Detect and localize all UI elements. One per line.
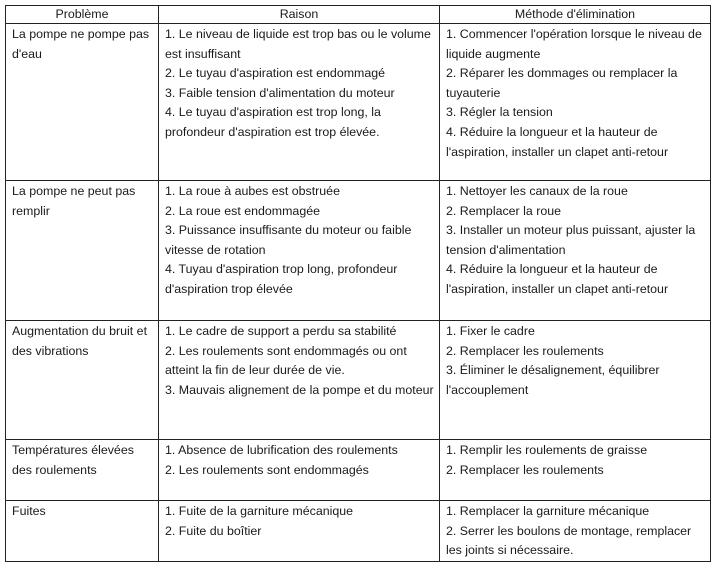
reason-item: 4. Le tuyau d'aspiration est trop long, la profondeur d'aspiration est trop élevée.	[165, 105, 381, 139]
problem-cell: La pompe ne pompe pas d'eau	[6, 24, 159, 181]
method-item: 3. Éliminer le désalignement, équilibrer l'accouplement	[446, 363, 660, 397]
method-cell	[440, 181, 711, 321]
reason-item: 2. Les roulements sont endommagés	[165, 462, 369, 477]
reason-item: 2. Les roulements sont endommagés ou ont atteint la fin de leur durée de vie.	[165, 343, 407, 378]
method-item: 2. Serrer les boulons de montage, remplacer les joints si nécessaire.	[446, 523, 692, 558]
problem-cell: Températures élevées des roulements	[6, 440, 159, 501]
method-item: 4. Réduire la longueur et la hauteur de l'aspiration, installer un clapet anti-retour	[446, 124, 669, 159]
reason-item: 4. Tuyau d'aspiration trop long, profondeur d'aspiration trop élevée	[165, 262, 398, 296]
method-item: 1. Remplacer la garniture mécanique	[446, 504, 650, 518]
method-item: 1. Commencer l'opération lorsque le niveau de liquide augmente	[446, 27, 702, 61]
reason-cell	[159, 440, 440, 501]
reason-cell	[159, 24, 440, 181]
troubleshooting-table	[5, 5, 711, 562]
table-row	[6, 501, 711, 562]
method-item: 2. Remplacer la roue	[446, 203, 562, 218]
problem-cell: Fuites	[6, 501, 159, 562]
method-item: 1. Fixer le cadre	[446, 324, 535, 338]
table-row	[6, 181, 711, 321]
header-method: Méthode d'élimination	[440, 6, 711, 24]
method-item: 2. Remplacer les roulements	[446, 462, 604, 477]
method-item: 4. Réduire la longueur et la hauteur de l'aspiration, installer un clapet anti-retour	[446, 262, 669, 296]
method-cell	[440, 321, 711, 440]
method-item: 3. Régler la tension	[446, 105, 553, 120]
reason-item: 1. Absence de lubrification des roulements	[165, 443, 398, 457]
method-item: 1. Remplir les roulements de graisse	[446, 443, 648, 457]
table-row	[6, 24, 711, 181]
method-item: 3. Installer un moteur plus puissant, ajuster la tension d'alimentation	[446, 223, 696, 257]
reason-item: 2. Le tuyau d'aspiration est endommagé	[165, 66, 386, 81]
method-item: 1. Nettoyer les canaux de la roue	[446, 184, 628, 198]
problem-cell: Augmentation du bruit et des vibrations	[6, 321, 159, 440]
reason-item: 1. Le niveau de liquide est trop bas ou le volume est insuffisant	[165, 27, 431, 61]
header-reason: Raison	[159, 6, 440, 24]
reason-item: 3. Mauvais alignement de la pompe et du moteur	[165, 382, 434, 397]
method-cell	[440, 440, 711, 501]
reason-cell	[159, 181, 440, 321]
problem-cell: La pompe ne peut pas remplir	[6, 181, 159, 321]
header-problem: Problème	[6, 6, 159, 24]
reason-item: 3. Faible tension d'alimentation du moteur	[165, 85, 395, 100]
header-row	[6, 6, 711, 24]
reason-item: 1. Fuite de la garniture mécanique	[165, 504, 354, 518]
method-cell	[440, 501, 711, 562]
method-item: 2. Remplacer les roulements	[446, 343, 604, 358]
reason-item: 3. Puissance insuffisante du moteur ou faible vitesse de rotation	[165, 223, 412, 257]
table-row	[6, 440, 711, 501]
method-item: 2. Réparer les dommages ou remplacer la tuyauterie	[446, 66, 678, 100]
table-row	[6, 321, 711, 440]
method-cell	[440, 24, 711, 181]
reason-item: 1. Le cadre de support a perdu sa stabilité	[165, 324, 397, 338]
reason-item: 1. La roue à aubes est obstruée	[165, 184, 340, 198]
reason-cell	[159, 501, 440, 562]
reason-cell	[159, 321, 440, 440]
reason-item: 2. Fuite du boîtier	[165, 523, 262, 538]
reason-item: 2. La roue est endommagée	[165, 203, 320, 218]
